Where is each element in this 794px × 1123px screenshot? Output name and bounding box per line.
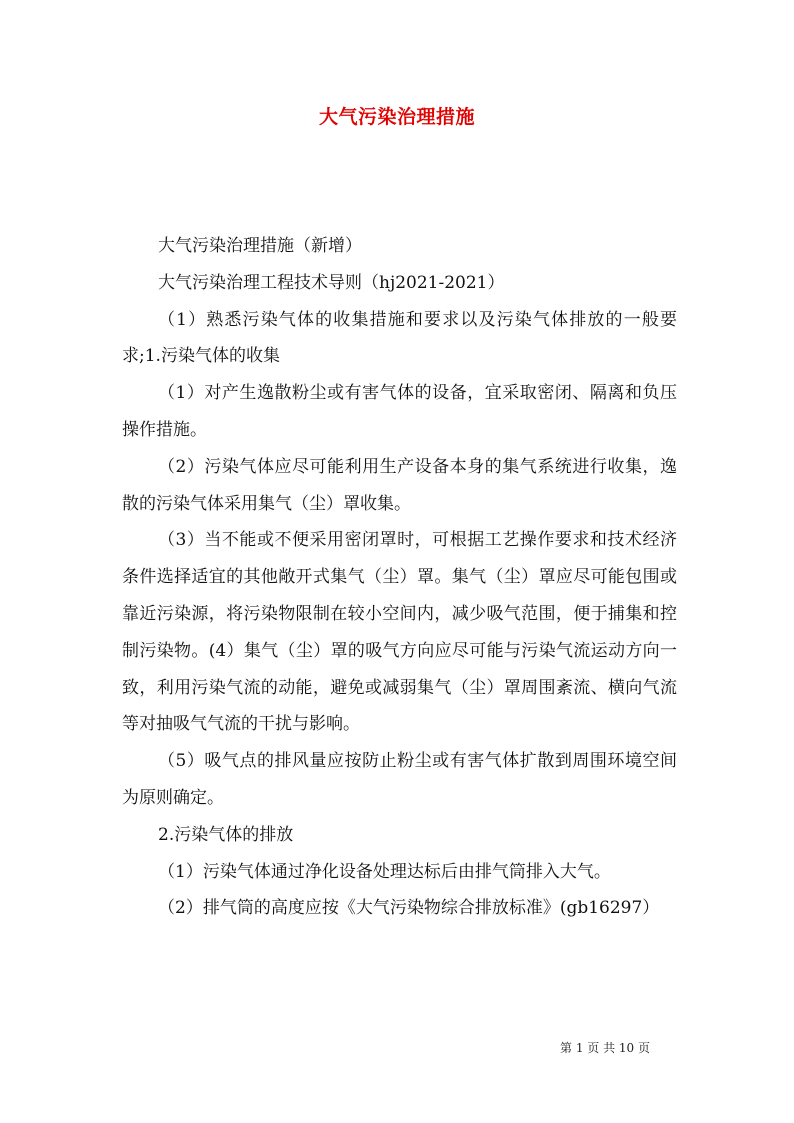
document-body [122, 228, 677, 927]
document-title: 大气污染治理措施 [318, 106, 475, 128]
paragraph-collection-1: （1）对产生逸散粉尘或有害气体的设备，宜采取密闭、隔离和负压操作措施。 [122, 383, 677, 440]
paragraph-guideline: 大气污染治理工程技术导则（hj2021-2021） [158, 272, 505, 293]
paragraph-collection-5: （5）吸气点的排风量应按防止粉尘或有害气体扩散到周围环境空间为原则确定。 [122, 751, 677, 808]
paragraph-section-2: 2.污染气体的排放 [158, 824, 294, 845]
paragraph-item-1: （1）熟悉污染气体的收集措施和要求以及污染气体排放的一般要求;1.污染气体的收集 [122, 309, 677, 367]
paragraph-collection-2: （2）污染气体应尽可能利用生产设备本身的集气系统进行收集，逸散的污染气体采用集气（尘）罩收集。 [122, 456, 677, 514]
page-number: 第 1 页 共 10 页 [560, 1041, 650, 1055]
paragraph-emission-2: （2）排气筒的高度应按《大气污染物综合排放标准》(gb16297） [158, 898, 660, 919]
paragraph-emission-1: （1）污染气体通过净化设备处理达标后由排气筒排入大气。 [158, 861, 611, 882]
paragraph-collection-3: （3）当不能或不便采用密闭罩时，可根据工艺操作要求和技术经济条件选择适宜的其他敞开式集气（尘）罩。集气（尘）罩应尽可能包围或靠近污染源，将污染物限制在较小空间内，减少吸气范围，便于捕集和控制污染物。(4）集气（尘）罩的吸气方向应尽可能与污染气流运动方向一致，利用污染气流的动能，避免或减弱集气（尘）罩周围紊流、横向气流等对抽吸气气流的干扰与影响。 [122, 530, 677, 735]
paragraph-subtitle: 大气污染治理措施（新增） [158, 236, 362, 256]
